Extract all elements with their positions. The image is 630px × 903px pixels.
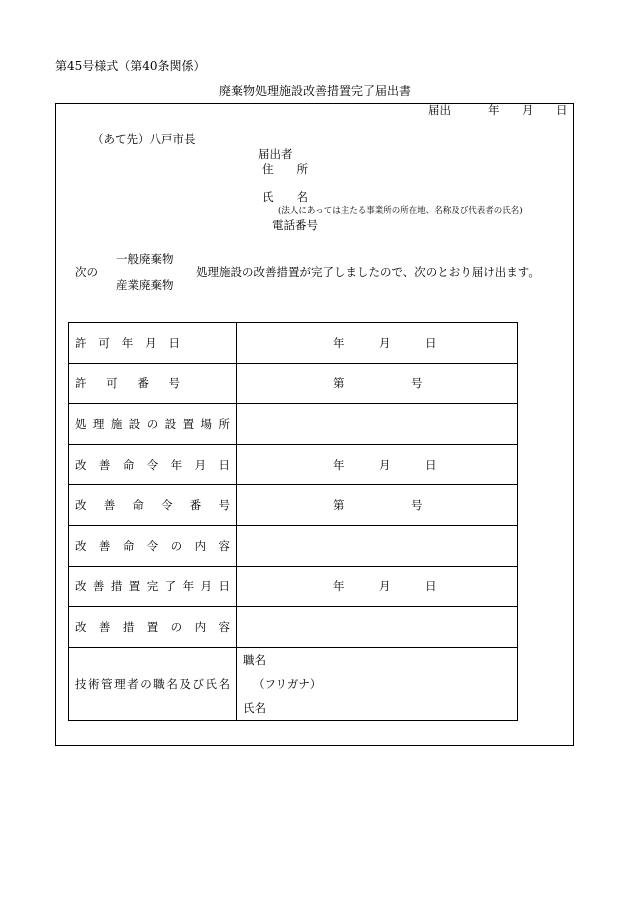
number-prefix: 第 <box>333 376 345 391</box>
row-value-field[interactable] <box>237 404 518 445</box>
date-month-unit: 月 <box>379 335 391 350</box>
table-row <box>69 566 518 607</box>
tech-title-label: 職名 <box>243 652 266 667</box>
row-value-field[interactable] <box>237 444 518 485</box>
addressee: （あて先）八戸市長 <box>92 132 196 146</box>
row-label: 改善命令番号 <box>69 485 237 526</box>
submission-day-unit: 日 <box>556 103 568 117</box>
table-row <box>69 444 518 485</box>
tech-manager-field[interactable] <box>237 647 518 720</box>
number-suffix: 号 <box>411 498 423 513</box>
row-value-field[interactable] <box>237 525 518 566</box>
table-row <box>69 485 518 526</box>
table-row <box>69 607 518 648</box>
form-table <box>68 322 518 721</box>
form-number: 第45号様式（第40条関係） <box>55 59 206 73</box>
submission-year-unit: 年 <box>488 103 500 117</box>
applicant-heading: 届出者 <box>258 147 293 161</box>
table-row <box>69 525 518 566</box>
date-day-unit: 日 <box>425 457 437 472</box>
date-year-unit: 年 <box>333 579 345 594</box>
table-row <box>69 323 518 364</box>
option-general-waste: 一般廃棄物 <box>116 252 174 266</box>
table-row <box>69 363 518 404</box>
row-value-field[interactable] <box>237 566 518 607</box>
row-label: 許可年月日 <box>69 323 237 364</box>
table-row-tech-manager <box>69 647 518 720</box>
row-value-field[interactable] <box>237 607 518 648</box>
row-label: 許可番号 <box>69 363 237 404</box>
applicant-name-label: 氏 名 <box>262 190 308 204</box>
row-value-field[interactable] <box>237 485 518 526</box>
date-year-unit: 年 <box>333 335 345 350</box>
date-day-unit: 日 <box>425 579 437 594</box>
tech-name-label: 氏名 <box>243 700 266 715</box>
document-title: 廃棄物処理施設改善措置完了届出書 <box>218 84 411 98</box>
row-value-field[interactable] <box>237 363 518 404</box>
date-year-unit: 年 <box>333 457 345 472</box>
date-month-unit: 月 <box>379 457 391 472</box>
applicant-phone-label: 電話番号 <box>272 218 318 232</box>
row-label: 改善措置の内容 <box>69 607 237 648</box>
applicant-name-note: (法人にあっては主たる事業所の所在地、名称及び代表者の氏名) <box>278 206 523 216</box>
row-label: 処理施設の設置場所 <box>69 404 237 445</box>
row-label: 改善命令の内容 <box>69 525 237 566</box>
row-value-field[interactable] <box>237 323 518 364</box>
statement-prefix: 次の <box>75 265 98 279</box>
date-month-unit: 月 <box>379 579 391 594</box>
submission-month-unit: 月 <box>522 103 534 117</box>
number-suffix: 号 <box>411 376 423 391</box>
row-label: 改善措置完了年月日 <box>69 566 237 607</box>
number-prefix: 第 <box>333 498 345 513</box>
option-industrial-waste: 産業廃棄物 <box>116 278 174 292</box>
tech-furigana-label: （フリガナ） <box>253 676 322 691</box>
submission-date-label: 届出 <box>428 103 451 117</box>
table-row <box>69 404 518 445</box>
row-label: 改善命令年月日 <box>69 444 237 485</box>
date-day-unit: 日 <box>425 335 437 350</box>
applicant-address-label: 住 所 <box>262 162 308 176</box>
row-label: 技術管理者の職名及び氏名 <box>69 647 237 720</box>
statement-body: 処理施設の改善措置が完了しましたので、次のとおり届け出ます。 <box>196 265 540 279</box>
